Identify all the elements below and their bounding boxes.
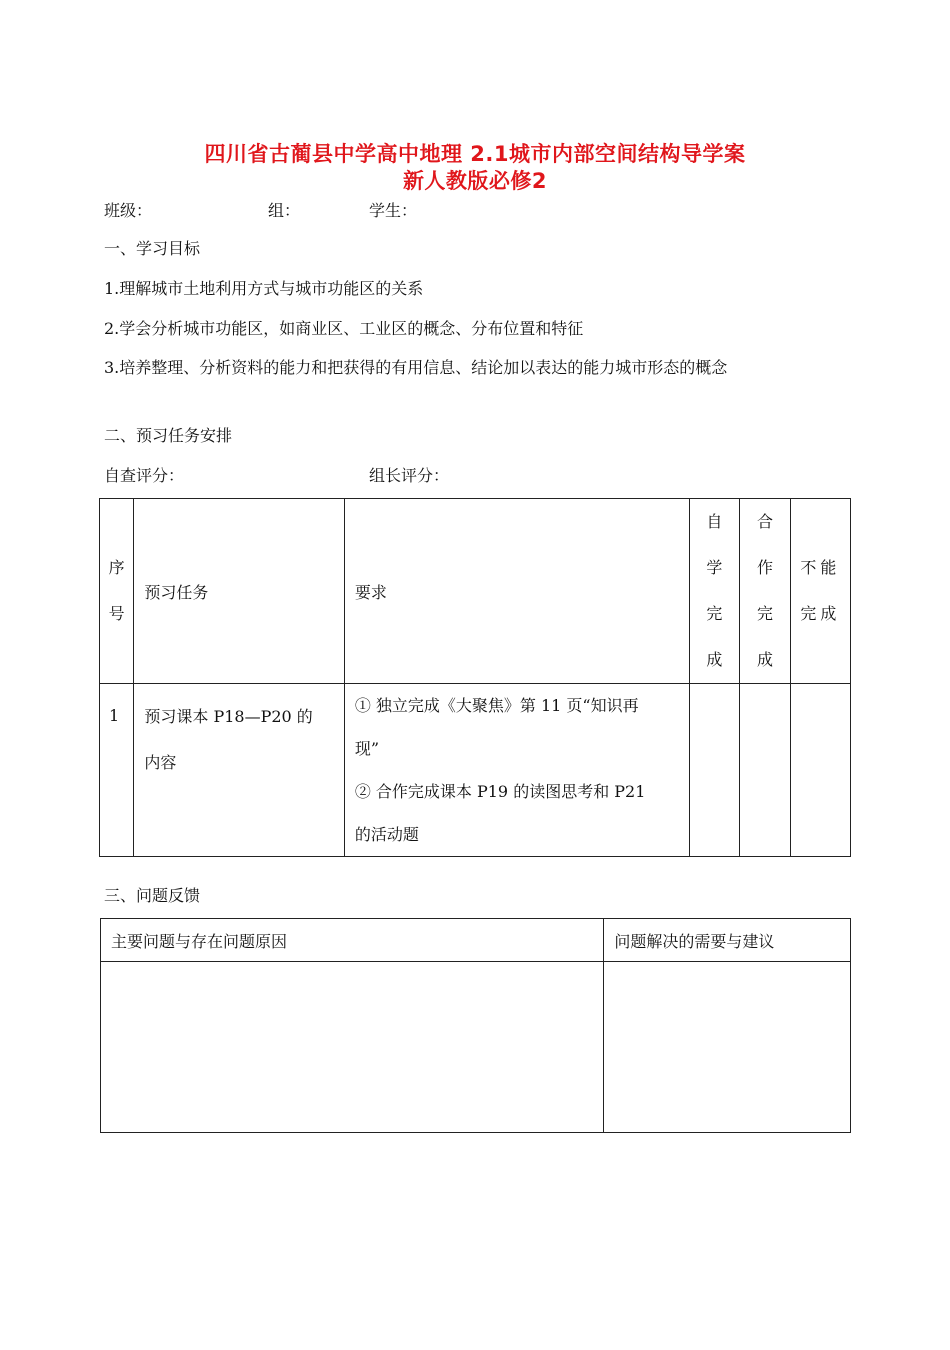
header-num <box>100 499 134 684</box>
objective-item: 1.理解城市土地利用方式与城市功能区的关系 <box>104 279 424 298</box>
objective-item: 3.培养整理、分析资料的能力和把获得的有用信息、结论加以表达的能力城市形态的概念 <box>104 358 728 377</box>
feedback-col1-cell[interactable] <box>101 962 604 1133</box>
leader-score-label: 组长评分： <box>369 466 450 485</box>
row-task <box>134 684 344 857</box>
section1-heading: 一、学习目标 <box>104 239 201 258</box>
table-header-row <box>100 499 851 684</box>
table-row <box>100 684 851 857</box>
row-coop-cell[interactable] <box>740 684 791 857</box>
row-req-line: 的活动题 <box>354 825 419 844</box>
objective-item: 2.学会分析城市功能区，如商业区、工业区的概念、分布位置和特征 <box>104 319 584 338</box>
header-task: 预习任务 <box>134 499 344 684</box>
header-self <box>689 499 740 684</box>
self-score-label: 自查评分： <box>104 466 185 485</box>
student-label: 学生： <box>369 201 418 220</box>
group-label: 组： <box>268 201 301 220</box>
row-cannot-cell[interactable] <box>790 684 850 857</box>
feedback-col2-cell[interactable] <box>604 962 851 1133</box>
row-req-line: ② 合作完成课本 P19 的读图思考和 P21 <box>354 782 646 801</box>
row-req-line: ① 独立完成《大聚焦》第 11 页“知识再 <box>354 696 639 715</box>
class-label: 班级： <box>104 201 153 220</box>
row-task-line: 内容 <box>144 753 177 772</box>
feedback-col2-header: 问题解决的需要与建议 <box>604 919 851 962</box>
feedback-table <box>100 918 851 1133</box>
header-coop <box>740 499 791 684</box>
header-num-text: 序号 <box>108 558 125 623</box>
feedback-col1-header: 主要问题与存在问题原因 <box>101 919 604 962</box>
section2-heading: 二、预习任务安排 <box>104 426 233 445</box>
preview-task-table <box>99 498 851 857</box>
row-self-cell[interactable] <box>689 684 740 857</box>
header-cannot <box>790 499 850 684</box>
row-num: 1 <box>100 684 134 857</box>
section3-heading: 三、问题反馈 <box>104 886 201 905</box>
header-req: 要求 <box>344 499 689 684</box>
row-req <box>344 684 689 857</box>
feedback-body-row <box>101 962 851 1133</box>
header-self-text: 自学完成 <box>706 512 723 669</box>
header-cannot-text: 不能完成 <box>800 558 841 623</box>
document-title: 四川省古蔺县中学高中地理 2.1城市内部空间结构导学案 <box>204 142 746 166</box>
row-req-line: 现” <box>354 739 379 758</box>
row-task-line: 预习课本 P18—P20 的 <box>144 707 313 726</box>
header-coop-text: 合作完成 <box>757 512 774 669</box>
document-subtitle: 新人教版必修2 <box>402 169 548 193</box>
feedback-header-row <box>101 919 851 962</box>
